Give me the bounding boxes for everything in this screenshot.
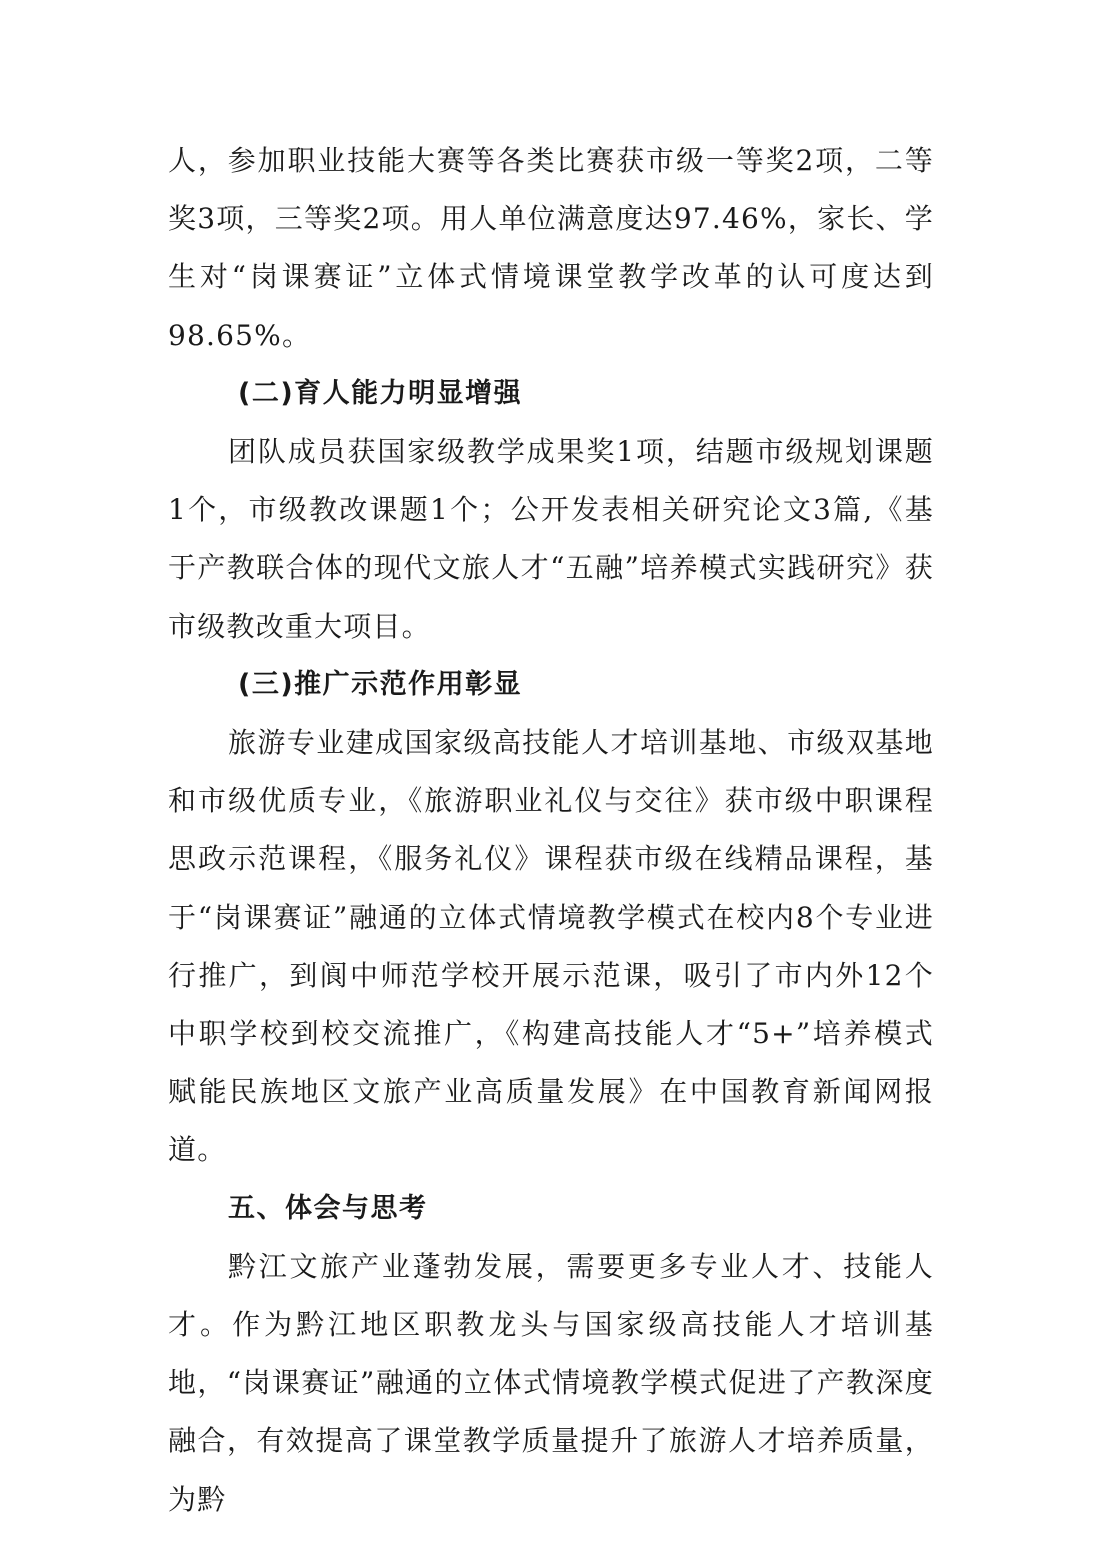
section-heading-3: (三)推广示范作用彰显: [238, 668, 523, 700]
document-content: [168, 132, 934, 1529]
section-heading-2: (二)育人能力明显增强: [238, 377, 523, 409]
section-2-body: 团队成员获国家级教学成果奖1项，结题市级规划课题1个，市级教改课题1个；公开发表相关研究论文3篇,《基于产教联合体的现代文旅人才“五融”培养模式实践研究》获市级教改重大项目。: [168, 435, 934, 643]
section-5-body: 黔江文旅产业蓬勃发展，需要更多专业人才、技能人才。作为黔江地区职教龙头与国家级高技能人才培训基地，“岗课赛证”融通的立体式情境教学模式促进了产教深度融合，有效提高了课堂教学质量提升了旅游人才培养质量，为黔: [168, 1249, 934, 1516]
continued-paragraph: 人，参加职业技能大赛等各类比赛获市级一等奖2项，二等奖3项，三等奖2项。用人单位满意度达97.46%，家长、学生对“岗课赛证”立体式情境课堂教学改革的认可度达到98.65%。: [168, 144, 934, 352]
section-heading-5: 五、体会与思考: [228, 1192, 428, 1224]
section-3-body: 旅游专业建成国家级高技能人才培训基地、市级双基地和市级优质专业，《旅游职业礼仪与交往》获市级中职课程思政示范课程，《服务礼仪》课程获市级在线精品课程，基于“岗课赛证”融通的立体式情境教学模式在校内8个专业进行推广，到阆中师范学校开展示范课，吸引了市内外12个中职学校到校交流推广，《构建高技能人才“5+”培养模式 赋能民族地区文旅产业高质量发展》在中国教育新闻网报道。: [168, 726, 934, 1167]
